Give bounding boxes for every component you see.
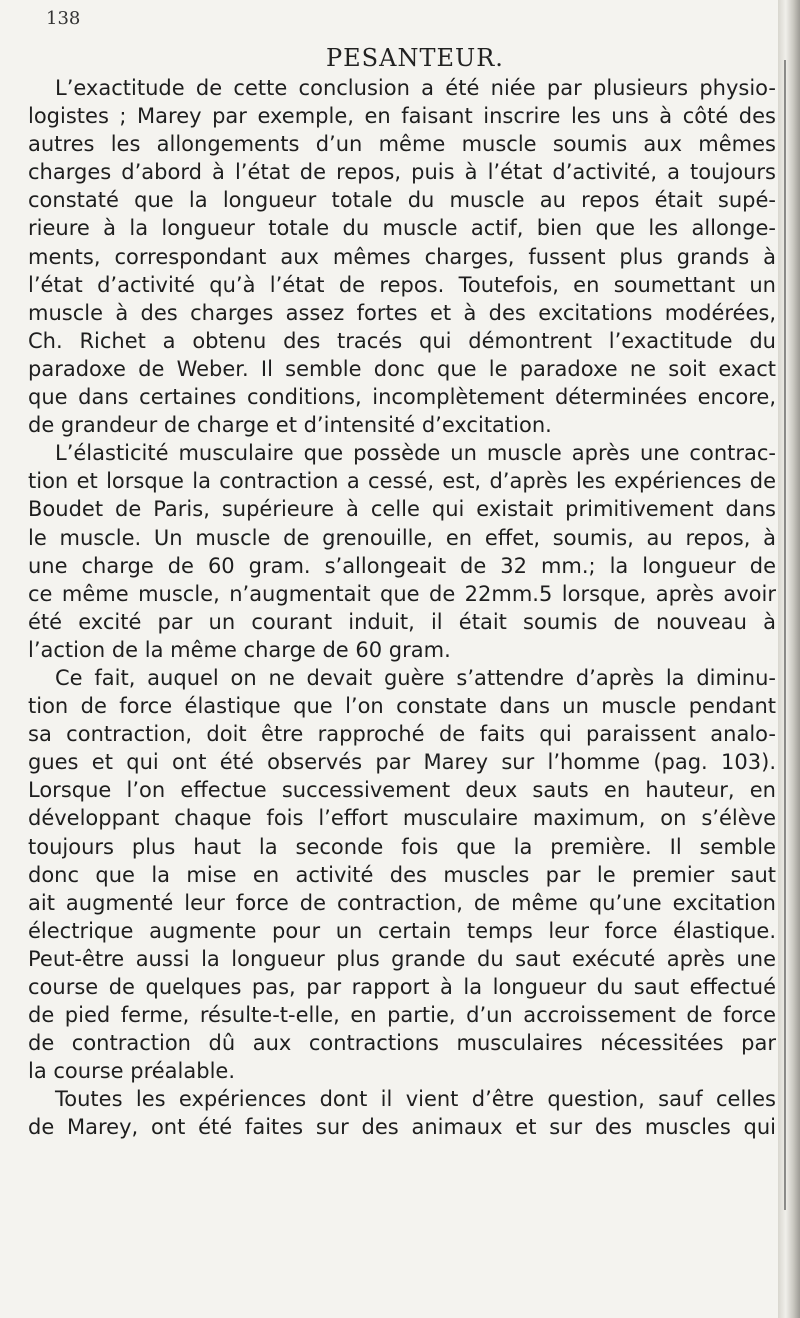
text-line: course de quelques pas, par rapport à la longueur du saut effectué bbox=[28, 975, 776, 999]
text-line: muscle à des charges assez fortes et à des excitations modérées, bbox=[28, 300, 776, 325]
text-line: ments, correspondant aux mêmes charges, fussent plus grands à bbox=[28, 244, 776, 269]
text-line: constaté que la longueur totale du muscle au repos était supé- bbox=[28, 188, 776, 213]
text-line: rieure à la longueur totale du muscle actif, bien que les allonge- bbox=[28, 216, 776, 241]
binding-edge bbox=[784, 60, 786, 1210]
text-line: l’action de la même charge de 60 gram. bbox=[28, 637, 451, 662]
text-line: charges d’abord à l’état de repos, puis à l’état d’activité, a toujours bbox=[28, 160, 776, 185]
text-line: logistes ; Marey par exemple, en faisant inscrire les uns à côté des bbox=[28, 104, 776, 129]
text-line: Ch. Richet a obtenu des tracés qui démontrent l’exactitude du bbox=[28, 328, 776, 353]
text-line: L’élasticité musculaire que possède un muscle après une contrac- bbox=[55, 441, 776, 466]
text-line: été excité par un courant induit, il était soumis de nouveau à bbox=[28, 609, 776, 634]
text-line: paradoxe de Weber. Il semble donc que le paradoxe ne soit exact bbox=[28, 356, 776, 381]
text-line: électrique augmente pour un certain temps leur force élastique. bbox=[28, 918, 776, 943]
text-line: ait augmenté leur force de contraction, de même qu’une excitation bbox=[28, 890, 776, 915]
text-line: L’exactitude de cette conclusion a été niée par plusieurs physio- bbox=[55, 76, 776, 100]
text-line: de pied ferme, résulte-t-elle, en partie, d’un accroissement de force bbox=[28, 1003, 776, 1028]
text-line: Peut-être aussi la longueur plus grande du saut exécuté après une bbox=[28, 946, 776, 971]
text-line: Boudet de Paris, supérieure à celle qui existait primitivement dans bbox=[28, 497, 776, 522]
text-line: ce même muscle, n’augmentait que de 22mm.5 lorsque, après avoir bbox=[28, 581, 776, 606]
running-head: PESANTEUR. bbox=[326, 44, 504, 72]
text-line: l’état d’activité qu’à l’état de repos. Toutefois, en soumettant un bbox=[28, 272, 776, 297]
text-line: développant chaque fois l’effort musculaire maximum, on s’élève bbox=[28, 806, 776, 831]
text-line: toujours plus haut la seconde fois que la première. Il semble bbox=[28, 834, 776, 859]
text-line: tion et lorsque la contraction a cessé, est, d’après les expériences de bbox=[28, 469, 776, 494]
text-line: de Marey, ont été faites sur des animaux et sur des muscles qui bbox=[28, 1115, 776, 1140]
text-line: gues et qui ont été observés par Marey sur l’homme (pag. 103). bbox=[28, 750, 776, 775]
text-line: autres les allongements d’un même muscle soumis aux mêmes bbox=[28, 132, 776, 157]
text-line: Toutes les expériences dont il vient d’être question, sauf celles bbox=[55, 1087, 776, 1112]
page-number: 138 bbox=[46, 8, 81, 29]
text-line: une charge de 60 gram. s’allongeait de 32 mm.; la longueur de bbox=[28, 553, 776, 578]
text-line: la course préalable. bbox=[28, 1059, 236, 1084]
text-line: tion de force élastique que l’on constate dans un muscle pendant bbox=[28, 694, 776, 719]
body-text bbox=[28, 74, 776, 1142]
text-line: Ce fait, auquel on ne devait guère s’attendre d’après la diminu- bbox=[55, 665, 776, 690]
text-line: Lorsque l’on effectue successivement deux sauts en hauteur, en bbox=[28, 778, 776, 803]
page-edge-shadow bbox=[778, 0, 800, 1318]
text-line: de contraction dû aux contractions musculaires nécessitées par bbox=[28, 1031, 776, 1056]
text-line: que dans certaines conditions, incomplètement déterminées encore, bbox=[28, 385, 776, 410]
text-line: donc que la mise en activité des muscles par le premier saut bbox=[28, 862, 776, 887]
text-line: de grandeur de charge et d’intensité d’excitation. bbox=[28, 413, 552, 438]
text-line: sa contraction, doit être rapproché de faits qui paraissent analo- bbox=[28, 722, 776, 747]
text-line: le muscle. Un muscle de grenouille, en effet, soumis, au repos, à bbox=[28, 525, 776, 550]
